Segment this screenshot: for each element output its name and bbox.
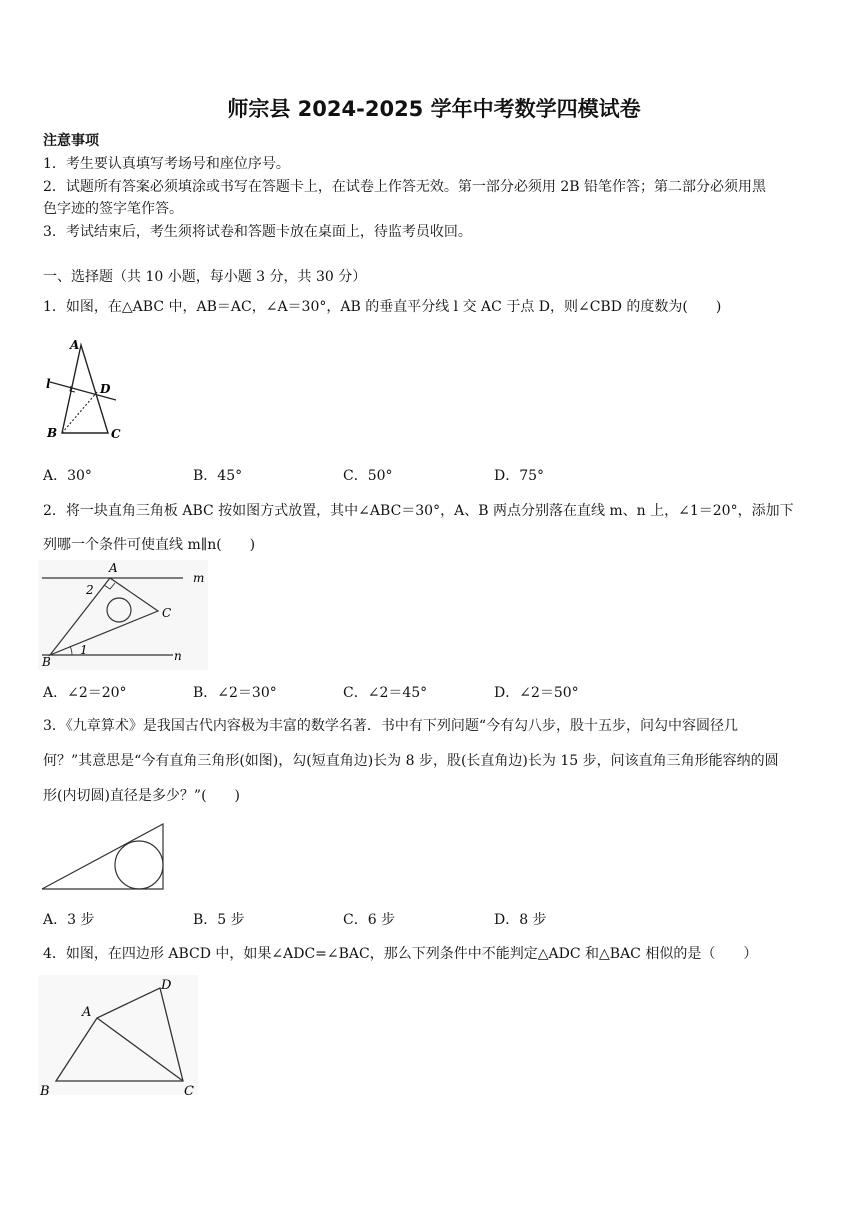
note-item: 色字迹的签字笔作答。 — [43, 201, 183, 217]
question-3-stem-cont: 何？”其意思是“今有直角三角形(如图)，勾(短直角边)长为 8 步，股(长直角边)长为 15 步，问该直角三角形能容纳的圆 — [43, 753, 779, 769]
label-A: A — [82, 1005, 92, 1020]
label-A: A — [109, 561, 118, 575]
note-item: 3．考试结束后，考生须将试卷和答题卡放在桌面上，待监考员收回。 — [43, 224, 472, 240]
option-b: B．∠2＝30° — [193, 685, 277, 701]
notes-heading: 注意事项 — [43, 133, 99, 149]
question-1-figure — [38, 333, 128, 445]
option-d: D．75° — [494, 468, 545, 484]
label-B: B — [40, 1084, 50, 1099]
label-2: 2 — [86, 583, 94, 597]
question-2-figure — [38, 560, 208, 670]
label-D: D — [100, 382, 111, 396]
question-4-stem: 4．如图，在四边形 ABCD 中，如果∠ADC=∠BAC，那么下列条件中不能判定△ADC 和△BAC 相似的是（ ） — [43, 946, 758, 962]
label-m: m — [193, 571, 205, 585]
label-C: C — [111, 427, 121, 441]
option-a: A．∠2＝20° — [43, 685, 127, 701]
question-3-stem-cont: 形(内切圆)直径是多少？”( ) — [43, 788, 241, 804]
section-heading: 一、选择题（共 10 小题，每小题 3 分，共 30 分） — [43, 269, 367, 285]
label-B: B — [47, 426, 58, 440]
label-n: n — [174, 649, 182, 663]
option-a: A．30° — [43, 468, 92, 484]
question-4-figure — [36, 973, 201, 1099]
label-B: B — [42, 655, 51, 669]
question-3-figure — [40, 822, 168, 892]
label-1: 1 — [80, 643, 88, 657]
option-c: C．50° — [343, 468, 393, 484]
question-1-stem: 1．如图，在△ABC 中，AB＝AC，∠A＝30°，AB 的垂直平分线 l 交 AC 于点 D，则∠CBD 的度数为( ) — [43, 299, 722, 315]
option-c: C．6 步 — [343, 912, 396, 928]
option-b: B．45° — [193, 468, 243, 484]
option-c: C．∠2＝45° — [343, 685, 428, 701]
question-2-stem: 2．将一块直角三角板 ABC 按如图方式放置，其中∠ABC＝30°，A、B 两点分别落在直线 m、n 上，∠1＝20°，添加下 — [43, 503, 794, 519]
question-2-stem-cont: 列哪一个条件可使直线 m∥n( ) — [43, 537, 256, 553]
note-item: 1．考生要认真填写考场号和座位序号。 — [43, 156, 290, 172]
label-A: A — [70, 338, 80, 352]
option-b: B．5 步 — [193, 912, 245, 928]
label-C: C — [162, 606, 172, 620]
label-C: C — [184, 1084, 194, 1099]
note-item: 2．试题所有答案必须填涂或书写在答题卡上，在试卷上作答无效。第一部分必须用 2B 铅笔作答；第二部分必须用黑 — [43, 179, 766, 195]
label-l: l — [46, 377, 51, 391]
option-d: D．∠2＝50° — [494, 685, 579, 701]
page-title: 师宗县 2024-2025 学年中考数学四模试卷 — [227, 97, 641, 121]
question-3-stem: 3．《九章算术》是我国古代内容极为丰富的数学名著．书中有下列问题“今有勾八步，股十五步，问勾中容圆径几 — [43, 718, 739, 734]
label-D: D — [161, 978, 172, 993]
option-d: D．8 步 — [494, 912, 547, 928]
option-a: A．3 步 — [43, 912, 95, 928]
